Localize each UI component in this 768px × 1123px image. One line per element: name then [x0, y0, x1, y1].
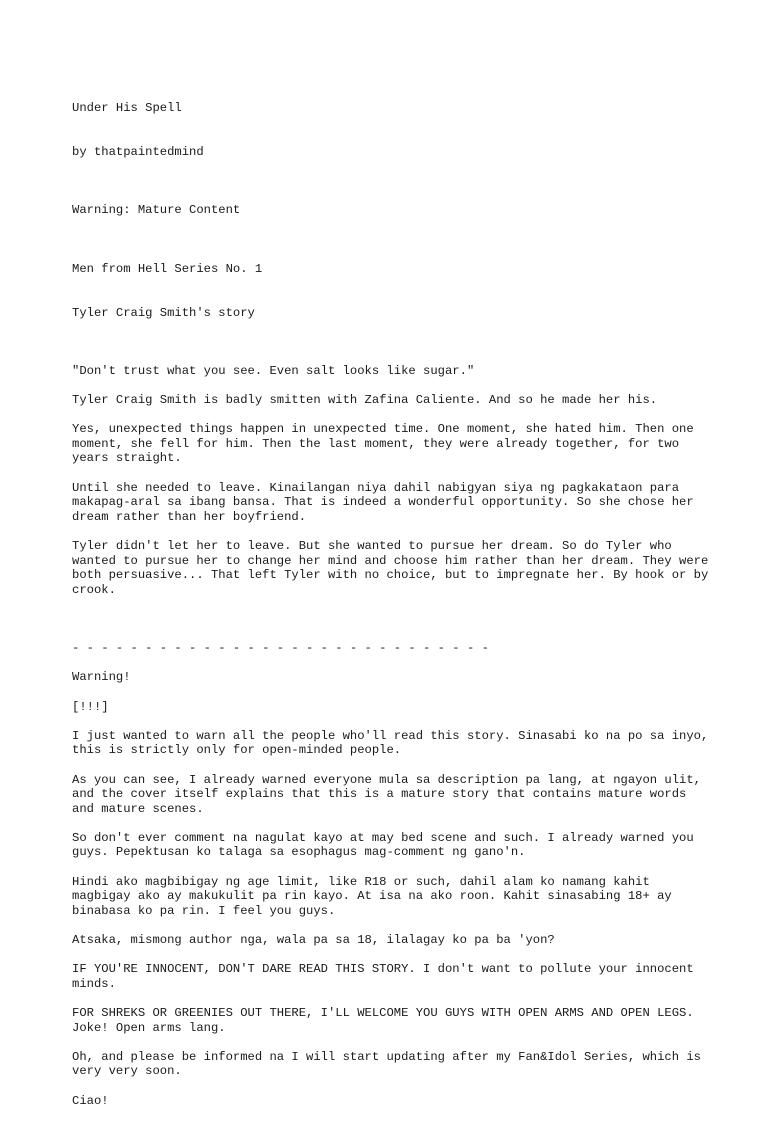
- series-block: [72, 233, 712, 350]
- tagline-quote: "Don't trust what you see. Even salt looks like sugar.": [72, 363, 475, 378]
- note-paragraph: Oh, and please be informed na I will start updating after my Fan&Idol Series, which is very very soon.: [72, 1049, 709, 1079]
- note-paragraph: I just wanted to warn all the people who'll read this story. Sinasabi ko na po sa inyo, this is strictly only for open-minded people.: [72, 728, 716, 758]
- synopsis-paragraph: Until she needed to leave. Kinailangan niya dahil nabigyan siya ng pagkakataon para makapag-aral sa ibang bansa. That is indeed a wonderful opportunity. So she chose her dream rather than her boyfriend.: [72, 480, 701, 524]
- note-paragraph: IF YOU'RE INNOCENT, DON'T DARE READ THIS STORY. I don't want to pollute your innocent minds.: [72, 962, 701, 991]
- series-name: Men from Hell Series No. 1: [72, 261, 263, 276]
- story-subject: Tyler Craig Smith's story: [72, 305, 255, 320]
- synopsis-paragraph: Tyler Craig Smith is badly smitten with Zafina Caliente. And so he made her his.: [72, 393, 658, 408]
- sign-off: Ciao!: [72, 1093, 109, 1108]
- note-paragraph: As you can see, I already warned everyone mula sa description pa lang, at ngayon ulit, and the cover itself explains that this is a mature story that contains mature words and mature scenes.: [72, 772, 709, 816]
- mature-warning: Warning: Mature Content: [72, 203, 241, 218]
- note-paragraph: So don't ever comment na nagulat kayo at may bed scene and such. I already warned you guys. Pepektusan ko talaga sa esophagus mag-comment ng gano'n.: [72, 830, 701, 860]
- synopsis-paragraph: Tyler didn't let her to leave. But she wanted to pursue her dream. So do Tyler who wanted to pursue her to change her mind and choose him rather than her dream. They were both persuasive... That left Tyler with no choice, but to impregnate her. By hook or by crook.: [72, 539, 716, 597]
- warning-heading: Warning!: [72, 670, 131, 685]
- blank-space: [72, 612, 712, 641]
- note-paragraph: Hindi ako magbibigay ng age limit, like R18 or such, dahil alam ko namang kahit magbigay ako ay makukulit pa rin kayo. At isa na ako roon. Kahit sinasabing 18+ ay binabasa ko pa rin. I feel you guys.: [72, 874, 680, 918]
- synopsis-paragraph: Yes, unexpected things happen in unexpected time. One moment, she hated him. Then one moment, she fell for him. Then the last moment, they were already together, for two years straight.: [72, 422, 701, 466]
- story-title: Under His Spell: [72, 101, 182, 116]
- exclaim-mark: [!!!]: [72, 699, 109, 714]
- story-author: by thatpaintedmind: [72, 144, 204, 159]
- section-divider: - - - - - - - - - - - - - - - - - - - - - - - - - - - - -: [72, 641, 489, 656]
- document-body: [72, 72, 716, 1123]
- title-block: [72, 72, 712, 189]
- note-paragraph: FOR SHREKS OR GREENIES OUT THERE, I'LL WELCOME YOU GUYS WITH OPEN ARMS AND OPEN LEGS. Joke! Open arms lang.: [72, 1006, 701, 1035]
- note-paragraph: Atsaka, mismong author nga, wala pa sa 18, ilalagay ko pa ba 'yon?: [72, 933, 555, 948]
